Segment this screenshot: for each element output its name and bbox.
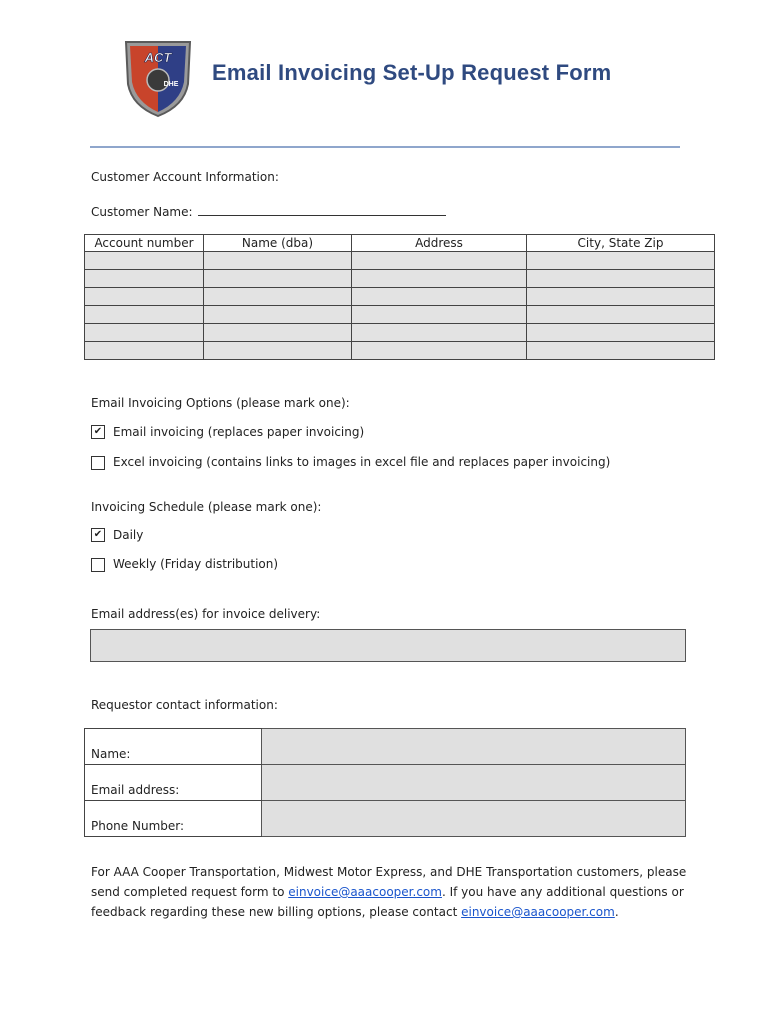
einvoice-email-link-2[interactable]: einvoice@aaacooper.com (461, 905, 615, 919)
requestor-row (85, 729, 686, 765)
table-cell[interactable] (352, 324, 527, 342)
email-invoicing-checkbox[interactable]: ✔ (91, 425, 105, 439)
table-row (85, 270, 715, 288)
table-cell[interactable] (352, 252, 527, 270)
table-cell[interactable] (204, 288, 352, 306)
table-row (85, 252, 715, 270)
daily-checkbox[interactable]: ✔ (91, 528, 105, 542)
table-cell[interactable] (352, 342, 527, 360)
requestor-name-label: Name: (85, 729, 262, 765)
page-title: Email Invoicing Set-Up Request Form (212, 60, 612, 85)
requestor-phone-input[interactable] (262, 801, 686, 837)
table-cell[interactable] (204, 270, 352, 288)
table-header-row (85, 235, 715, 252)
requestor-phone-label: Phone Number: (85, 801, 262, 837)
requestor-table (84, 728, 686, 837)
daily-label: Daily (113, 528, 144, 542)
requestor-label: Requestor contact information: (91, 698, 278, 712)
customer-name-label: Customer Name: (91, 205, 193, 219)
requestor-row (85, 801, 686, 837)
schedule-label: Invoicing Schedule (please mark one): (91, 500, 322, 514)
table-cell[interactable] (527, 342, 715, 360)
table-row (85, 288, 715, 306)
customer-name-row (91, 203, 446, 219)
table-cell[interactable] (85, 342, 204, 360)
requestor-row (85, 765, 686, 801)
weekly-label: Weekly (Friday distribution) (113, 557, 279, 571)
table-cell[interactable] (204, 306, 352, 324)
customer-section-label: Customer Account Information: (91, 170, 279, 184)
accounts-table (84, 234, 715, 360)
table-cell[interactable] (527, 252, 715, 270)
svg-text:DHE: DHE (163, 81, 179, 88)
delivery-email-label: Email address(es) for invoice delivery: (91, 607, 321, 621)
excel-invoicing-checkbox[interactable] (91, 456, 105, 470)
invoicing-options-label: Email Invoicing Options (please mark one): (91, 396, 350, 410)
table-row (85, 306, 715, 324)
table-cell[interactable] (527, 306, 715, 324)
table-cell[interactable] (352, 270, 527, 288)
table-cell[interactable] (85, 288, 204, 306)
table-row (85, 342, 715, 360)
requestor-name-input[interactable] (262, 729, 686, 765)
delivery-email-input[interactable] (90, 629, 686, 662)
company-logo (122, 36, 194, 118)
requestor-email-input[interactable] (262, 765, 686, 801)
table-cell[interactable] (85, 324, 204, 342)
col-address: Address (352, 235, 527, 252)
table-cell[interactable] (204, 342, 352, 360)
weekly-checkbox[interactable] (91, 558, 105, 572)
requestor-email-label: Email address: (85, 765, 262, 801)
footer-instructions (91, 862, 691, 922)
table-row (85, 324, 715, 342)
footer-text-2: . If you have any additional questions or feedback regarding these new billing options, please contact (91, 885, 684, 919)
col-city-state-zip: City, State Zip (527, 235, 715, 252)
title-divider (90, 146, 680, 148)
table-cell[interactable] (527, 324, 715, 342)
footer-text-1: For AAA Cooper Transportation, Midwest Motor Express, and DHE Transportation customers, please send completed request form to (91, 865, 687, 899)
table-cell[interactable] (85, 306, 204, 324)
svg-text:ACT: ACT (144, 50, 172, 65)
excel-invoicing-label: Excel invoicing (contains links to images in excel file and replaces paper invoicing) (113, 455, 611, 469)
table-cell[interactable] (352, 288, 527, 306)
table-cell[interactable] (204, 252, 352, 270)
table-cell[interactable] (527, 270, 715, 288)
table-cell[interactable] (204, 324, 352, 342)
einvoice-email-link-1[interactable]: einvoice@aaacooper.com (288, 885, 442, 899)
footer-text-3: . (614, 905, 619, 919)
email-invoicing-label: Email invoicing (replaces paper invoicing) (113, 425, 365, 439)
table-cell[interactable] (527, 288, 715, 306)
col-name-dba: Name (dba) (204, 235, 352, 252)
col-account-number: Account number (85, 235, 204, 252)
table-cell[interactable] (352, 306, 527, 324)
table-cell[interactable] (85, 270, 204, 288)
customer-name-field[interactable] (198, 203, 446, 216)
table-cell[interactable] (85, 252, 204, 270)
